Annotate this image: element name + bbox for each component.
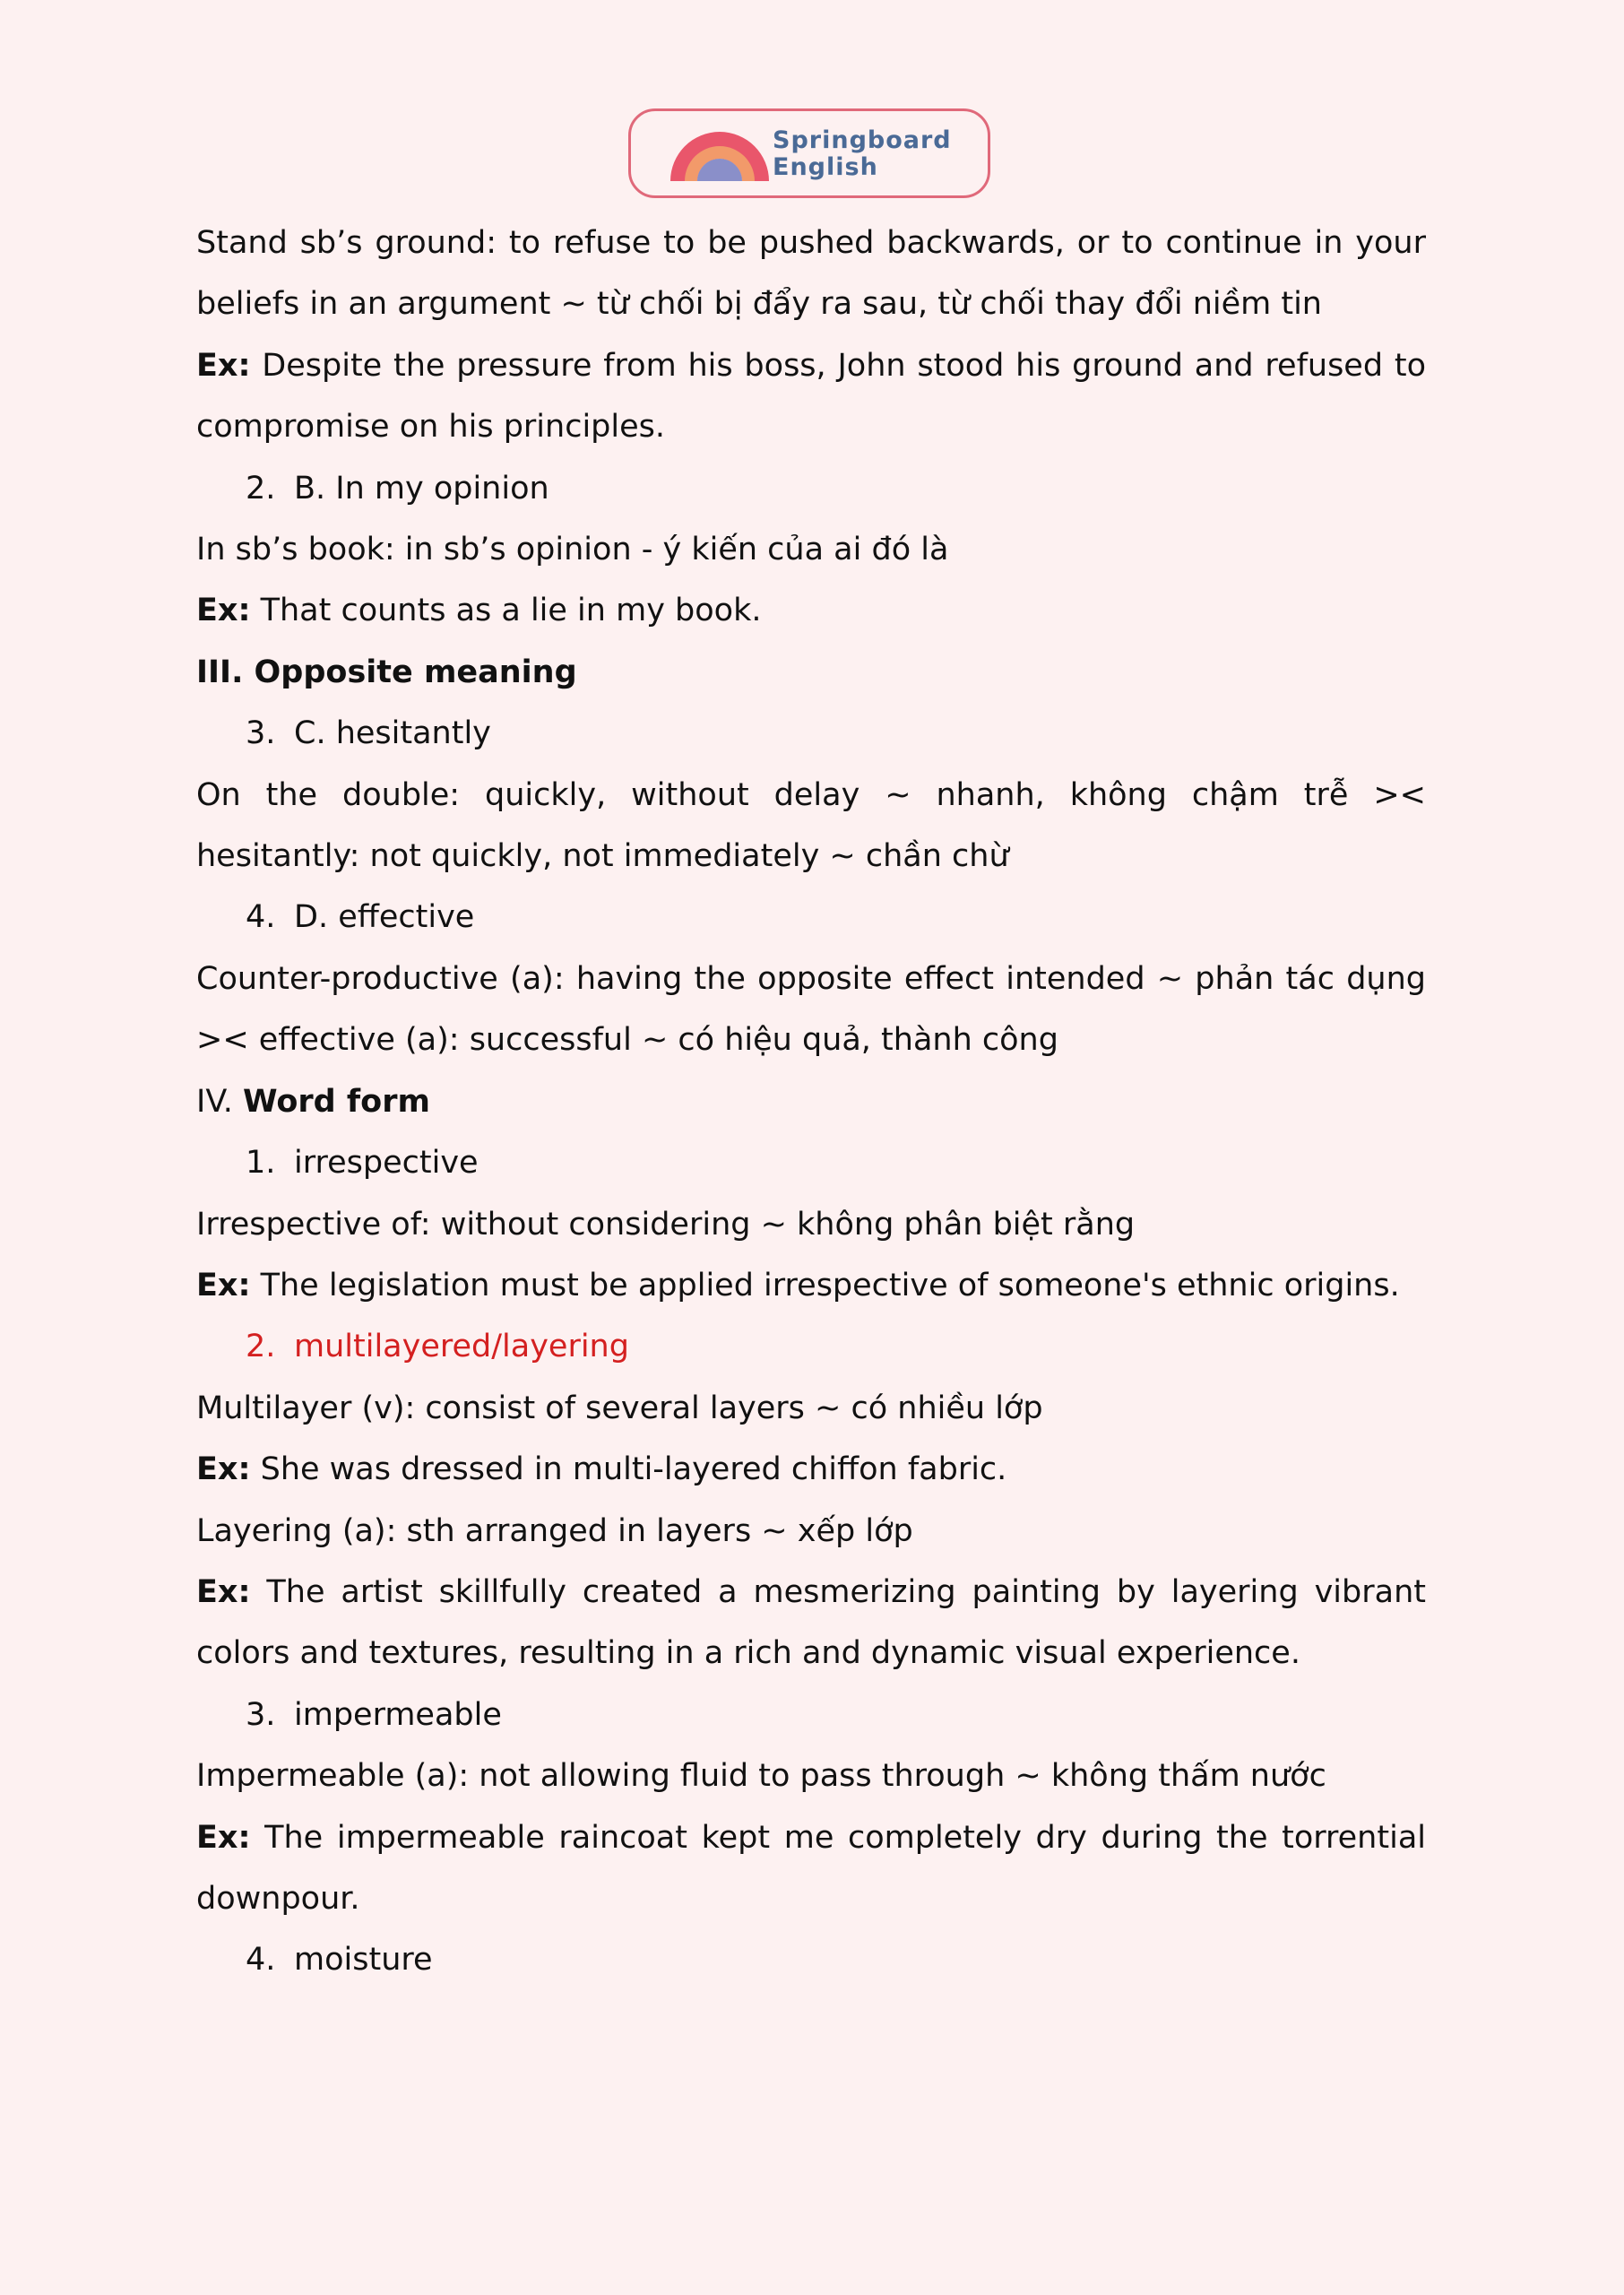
example-multilayer [196,1439,1426,1500]
word-form-item-3 [196,1684,1426,1745]
logo-line-1: Springboard [773,126,952,154]
example-impermeable [196,1807,1426,1930]
item-text: irrespective [294,1145,479,1182]
ex-label: Ex: [196,1267,251,1303]
item-number: 2. [246,1329,276,1365]
ex-text: She was dressed in multi-layered chiffon fabric. [250,1451,1007,1488]
section-heading-word-form [196,1071,1426,1132]
definition-on-the-double: On the double: quickly, without delay ~ nhanh, không chậm trễ >< hesitantly: not quickly, not immediately ~ chần chừ [196,776,1426,875]
word-form-item-4 [196,1929,1426,1990]
word-form-item-2 [196,1316,1426,1377]
item-number: 4. [246,899,276,936]
heading-prefix: IV. [196,1083,244,1120]
ex-text: Despite the pressure from his boss, John stood his ground and refused to compromise on his principles. [196,347,1426,446]
definition-impermeable: Impermeable (a): not allowing fluid to pass through ~ không thấm nước [196,1758,1326,1795]
logo-wordmark [773,127,952,181]
item-text: impermeable [294,1696,502,1733]
item-text: D. effective [294,899,475,936]
answer-item-4 [196,887,1426,948]
item-number: 4. [246,1942,276,1979]
definition-layering: Layering (a): sth arranged in layers ~ xếp lớp [196,1512,913,1549]
logo-line-2: English [773,153,878,181]
example-irrespective [196,1255,1426,1316]
ex-label: Ex: [196,593,251,629]
answer-item-3 [196,703,1426,764]
ex-label: Ex: [196,1819,251,1856]
definition-in-sbs-book: In sb’s book: in sb’s opinion - ý kiến của ai đó là [196,532,949,568]
section-heading-opposite-meaning: III. Opposite meaning [196,654,577,690]
definition-multilayer: Multilayer (v): consist of several layers ~ có nhiều lớp [196,1390,1043,1426]
ex-text: The impermeable raincoat kept me completely dry during the torrential downpour. [196,1819,1426,1917]
definition-irrespective: Irrespective of: without considering ~ không phân biệt rằng [196,1206,1136,1243]
item-number: 3. [246,715,276,752]
example-layering [196,1562,1426,1684]
rainbow-arc-icon [667,126,773,183]
example-in-sbs-book [196,580,1426,641]
ex-text: The artist skillfully created a mesmerizing painting by layering vibrant colors and textures, resulting in a rich and dynamic visual experience. [196,1573,1426,1672]
definition-stand-ground: Stand sb’s ground: to refuse to be pushed backwards, or to continue in your beliefs in an argument ~ từ chối bị đẩy ra sau, từ chối thay đổi niềm tin [196,225,1426,323]
item-number: 3. [246,1696,276,1733]
item-number: 2. [246,470,276,507]
word-form-item-1 [196,1132,1426,1193]
ex-label: Ex: [196,1573,251,1610]
item-text: multilayered/layering [294,1329,629,1365]
answer-item-2 [196,458,1426,519]
example-stand-ground [196,335,1426,458]
item-text: C. hesitantly [294,715,491,752]
ex-text: That counts as a lie in my book. [250,593,762,629]
document-body [196,212,1426,1991]
ex-label: Ex: [196,1451,251,1488]
item-number: 1. [246,1145,276,1182]
heading-bold: Word form [243,1083,430,1120]
ex-label: Ex: [196,347,251,384]
item-text: B. In my opinion [294,470,549,507]
springboard-logo [628,108,990,198]
definition-counter-productive: Counter-productive (a): having the opposite effect intended ~ phản tác dụng >< effective (a): successful ~ có hiệu quả, thành công [196,960,1426,1059]
item-text: moisture [294,1942,433,1979]
ex-text: The legislation must be applied irrespective of someone's ethnic origins. [250,1267,1400,1303]
